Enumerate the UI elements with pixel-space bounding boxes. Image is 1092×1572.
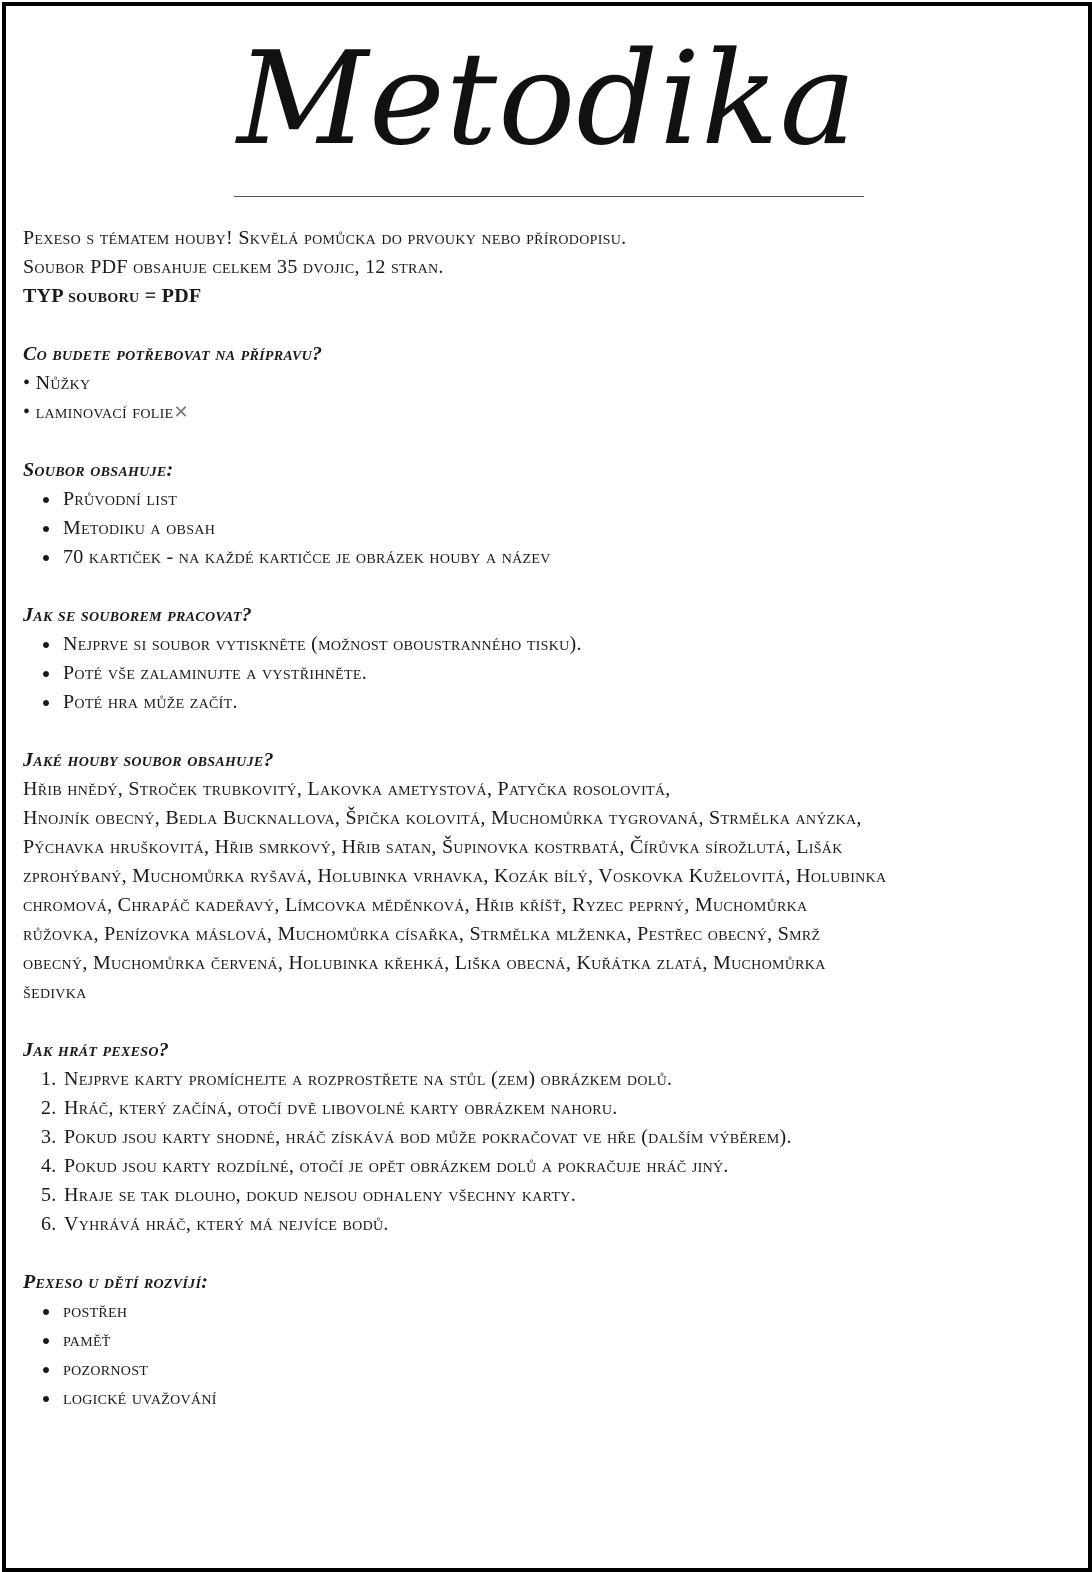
list-item bbox=[23, 1065, 1083, 1094]
intro-file-type: TYP souboru = PDF bbox=[23, 285, 202, 307]
preparation-heading: Co budete potřebovat na přípravu? bbox=[23, 343, 323, 365]
list-item bbox=[23, 1152, 1083, 1181]
list-item: Poté hra může začít. bbox=[23, 688, 1083, 717]
list-item: Poté vše zalaminujte a vystřihněte. bbox=[23, 659, 1083, 688]
page-title: Metodika bbox=[236, 25, 858, 174]
list-item-text: Hraje se tak dlouho, dokud nejsou odhaleny všechny karty. bbox=[64, 1184, 577, 1206]
contents-list bbox=[23, 485, 1083, 572]
list-item bbox=[23, 1094, 1083, 1123]
list-item bbox=[23, 1123, 1083, 1152]
mushroom-list-line: růžovka, Penízovka máslová, Muchomůrka císařka, Strmělka mlženka, Pestřec obecný, Smrž bbox=[23, 923, 821, 945]
howto-list bbox=[23, 630, 1083, 717]
skills-list bbox=[23, 1297, 1083, 1413]
rules-list bbox=[23, 1065, 1083, 1239]
list-number: 2. bbox=[41, 1097, 57, 1119]
rules-heading: Jak hrát pexeso? bbox=[23, 1039, 170, 1061]
page-frame bbox=[2, 2, 1092, 1572]
mushroom-list-line: Hnojník obecný, Bedla Bucknallova, Špička kolovitá, Muchomůrka tygrovaná, Strmělka anýzka, bbox=[23, 807, 862, 829]
list-number: 5. bbox=[41, 1184, 57, 1206]
intro-line-2: Soubor PDF obsahuje celkem 35 dvojic, 12 stran. bbox=[23, 256, 444, 278]
list-item: Průvodní list bbox=[23, 485, 1083, 514]
preparation-item-text: • laminovací folie bbox=[23, 401, 174, 423]
contents-heading: Soubor obsahuje: bbox=[23, 459, 174, 481]
mushroom-list-line: obecný, Muchomůrka červená, Holubinka křehká, Liška obecná, Kuřátka zlatá, Muchomůrka bbox=[23, 952, 826, 974]
mushroom-list-line: Hřib hnědý, Stroček trubkovitý, Lakovka ametystová, Patyčka rosolovitá, bbox=[23, 778, 671, 800]
list-item-text: Hráč, který začíná, otočí dvě libovolné karty obrázkem nahoru. bbox=[64, 1097, 618, 1119]
list-item-text: Vyhrává hráč, který má nejvíce bodů. bbox=[64, 1213, 389, 1235]
preparation-item: • Nůžky bbox=[23, 372, 91, 394]
close-icon: ✕ bbox=[173, 402, 189, 423]
list-item: pozornost bbox=[23, 1355, 1083, 1384]
intro-line-1: Pexeso s tématem houby! Skvělá pomůcka do prvouky nebo přírodopisu. bbox=[23, 227, 627, 249]
list-number: 4. bbox=[41, 1155, 57, 1177]
title-divider bbox=[234, 196, 864, 197]
document-body bbox=[23, 224, 1083, 1413]
list-number: 6. bbox=[41, 1213, 57, 1235]
list-number: 1. bbox=[41, 1068, 57, 1090]
list-item: logické uvažování bbox=[23, 1384, 1083, 1413]
preparation-item bbox=[23, 398, 1083, 427]
mushroom-list-line: Pýchavka hruškovitá, Hřib smrkový, Hřib satan, Šupinovka kostrbatá, Čírůvka sírožlutá, Lišák bbox=[23, 836, 843, 858]
list-item: postřeh bbox=[23, 1297, 1083, 1326]
howto-heading: Jak se souborem pracovat? bbox=[23, 604, 252, 626]
list-item: Nejprve si soubor vytiskněte (možnost oboustranného tisku). bbox=[23, 630, 1083, 659]
mushroom-list-line: chromová, Chrapáč kadeřavý, Límcovka měděnková, Hřib kříšť, Ryzec peprný, Muchomůrka bbox=[23, 894, 808, 916]
list-item bbox=[23, 1181, 1083, 1210]
skills-heading: Pexeso u dětí rozvíjí: bbox=[23, 1271, 209, 1293]
list-item bbox=[23, 1210, 1083, 1239]
list-item: Metodiku a obsah bbox=[23, 514, 1083, 543]
mushroom-list-line: šedivka bbox=[23, 981, 87, 1003]
mushrooms-heading: Jaké houby soubor obsahuje? bbox=[23, 749, 274, 771]
list-number: 3. bbox=[41, 1126, 57, 1148]
list-item-text: Nejprve karty promíchejte a rozprostřete na stůl (zem) obrázkem dolů. bbox=[64, 1068, 673, 1090]
mushroom-list-line: zprohýbaný, Muchomůrka ryšavá, Holubinka vrhavka, Kozák bílý, Voskovka Kuželovitá, Holubinka bbox=[23, 865, 887, 887]
list-item-text: Pokud jsou karty shodné, hráč získává bod může pokračovat ve hře (dalším výběrem). bbox=[64, 1126, 792, 1148]
list-item-text: Pokud jsou karty rozdílné, otočí je opět obrázkem dolů a pokračuje hráč jiný. bbox=[64, 1155, 729, 1177]
list-item: 70 kartiček - na každé kartičce je obrázek houby a název bbox=[23, 543, 1083, 572]
list-item: paměť bbox=[23, 1326, 1083, 1355]
